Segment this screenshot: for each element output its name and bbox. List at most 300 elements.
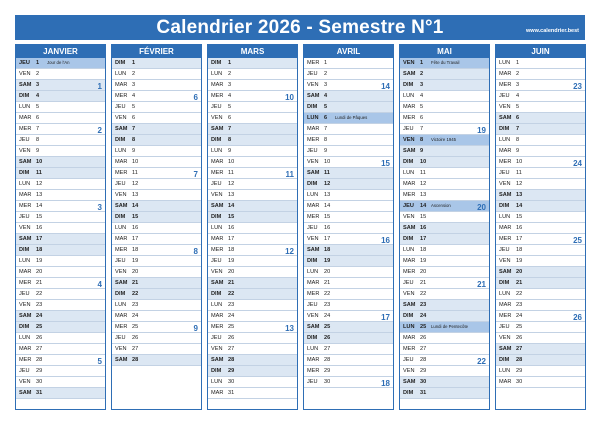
weekday-name: DIM (403, 82, 414, 88)
day-number: 4 (516, 93, 520, 99)
weekday-name: DIM (19, 324, 30, 330)
weekday-name: JEU (403, 126, 414, 132)
day-row (16, 91, 105, 102)
weekday-name: MAR (211, 236, 224, 242)
weekday-name: LUN (403, 93, 415, 99)
day-number: 9 (228, 148, 232, 154)
weekday-name: LUN (19, 335, 31, 341)
weekday-name: SAM (211, 357, 224, 363)
day-row (112, 256, 201, 267)
day-number: 6 (228, 115, 232, 121)
day-row (304, 377, 393, 388)
day-number: 4 (132, 93, 136, 99)
day-number: 28 (516, 357, 523, 363)
day-row (400, 179, 489, 190)
day-row (400, 322, 489, 333)
weekday-name: MAR (115, 82, 128, 88)
weekday-name: JEU (211, 258, 222, 264)
day-row (208, 234, 297, 245)
day-number: 18 (324, 247, 331, 253)
month-column (495, 44, 586, 410)
day-row (208, 256, 297, 267)
day-number: 11 (36, 170, 42, 176)
day-number: 16 (516, 225, 523, 231)
day-row (496, 58, 585, 69)
day-number: 28 (36, 357, 43, 363)
day-row (304, 190, 393, 201)
holiday-label: Victoire 1945 (431, 137, 457, 142)
weekday-name: JEU (403, 280, 414, 286)
day-number: 13 (36, 192, 43, 198)
day-number: 1 (420, 60, 424, 66)
day-number: 24 (420, 313, 427, 319)
day-number: 9 (36, 148, 40, 154)
day-number: 2 (228, 71, 232, 77)
weekday-name: DIM (499, 357, 510, 363)
weekday-name: LUN (115, 71, 127, 77)
day-number: 1 (324, 60, 328, 66)
weekday-name: SAM (211, 280, 224, 286)
day-number: 21 (132, 280, 139, 286)
week-number: 15 (381, 159, 390, 168)
day-number: 29 (516, 368, 523, 374)
weekday-name: MER (19, 357, 32, 363)
day-number: 29 (36, 368, 43, 374)
day-number: 22 (516, 291, 523, 297)
week-number: 23 (573, 82, 582, 91)
weekday-name: DIM (115, 214, 126, 220)
day-row (496, 135, 585, 146)
week-number: 12 (285, 247, 294, 256)
day-row (16, 256, 105, 267)
day-row (304, 366, 393, 377)
weekday-name: VEN (307, 313, 319, 319)
day-row (496, 333, 585, 344)
week-number: 3 (97, 203, 102, 212)
day-row (496, 212, 585, 223)
weekday-name: LUN (211, 302, 223, 308)
weekday-name: MER (403, 115, 416, 121)
day-number: 14 (516, 203, 523, 209)
day-number: 30 (228, 379, 235, 385)
day-number: 21 (516, 280, 523, 286)
day-row (112, 234, 201, 245)
day-row (16, 278, 105, 289)
day-row (496, 69, 585, 80)
day-row (208, 91, 297, 102)
weekday-name: VEN (403, 137, 415, 143)
day-number: 2 (516, 71, 520, 77)
weekday-name: MER (499, 313, 512, 319)
day-number: 8 (36, 137, 40, 143)
day-row (304, 289, 393, 300)
weekday-name: VEN (115, 269, 127, 275)
week-number: 21 (477, 280, 486, 289)
weekday-name: LUN (19, 258, 31, 264)
day-row (400, 168, 489, 179)
day-row (208, 377, 297, 388)
day-number: 1 (132, 60, 136, 66)
day-row (112, 168, 201, 179)
day-number: 15 (324, 214, 331, 220)
day-number: 6 (516, 115, 520, 121)
weekday-name: JEU (19, 60, 30, 66)
day-row (16, 58, 105, 69)
day-number: 16 (132, 225, 139, 231)
weekday-name: MAR (499, 302, 512, 308)
day-row (400, 234, 489, 245)
weekday-name: LUN (115, 225, 127, 231)
day-number: 18 (228, 247, 235, 253)
week-number: 10 (285, 93, 294, 102)
day-row (400, 333, 489, 344)
weekday-name: SAM (19, 390, 32, 396)
holiday-label: Lundi de Pâques (335, 115, 368, 120)
week-number: 13 (285, 324, 294, 333)
month-header: JUIN (496, 45, 585, 58)
day-row (496, 300, 585, 311)
day-number: 19 (132, 258, 139, 264)
day-number: 10 (228, 159, 235, 165)
day-number: 13 (132, 192, 139, 198)
day-number: 28 (324, 357, 331, 363)
day-number: 16 (420, 225, 427, 231)
day-row (496, 190, 585, 201)
day-row (496, 113, 585, 124)
day-row (496, 377, 585, 388)
weekday-name: VEN (19, 225, 31, 231)
day-number: 10 (420, 159, 427, 165)
week-number: 6 (193, 93, 198, 102)
day-number: 19 (228, 258, 235, 264)
day-number: 12 (516, 181, 523, 187)
month-header: JANVIER (16, 45, 105, 58)
day-row (400, 311, 489, 322)
day-number: 2 (324, 71, 328, 77)
website-label: www.calendrier.best (526, 28, 579, 34)
day-number: 5 (132, 104, 136, 110)
day-number: 31 (228, 390, 235, 396)
day-number: 30 (516, 379, 523, 385)
day-number: 9 (324, 148, 328, 154)
weekday-name: DIM (19, 93, 30, 99)
day-row (16, 190, 105, 201)
day-row (208, 267, 297, 278)
month-column (111, 44, 202, 410)
day-number: 19 (516, 258, 523, 264)
day-row (16, 300, 105, 311)
weekday-name: MER (115, 170, 128, 176)
weekday-name: VEN (307, 236, 319, 242)
day-row (496, 278, 585, 289)
weekday-name: LUN (211, 71, 223, 77)
day-number: 10 (516, 159, 523, 165)
day-row (496, 201, 585, 212)
day-row (208, 58, 297, 69)
day-row (304, 124, 393, 135)
day-row (112, 245, 201, 256)
weekday-name: MER (499, 236, 512, 242)
day-row (208, 69, 297, 80)
day-number: 17 (228, 236, 235, 242)
week-number: 14 (381, 82, 390, 91)
weekday-name: SAM (403, 225, 416, 231)
weekday-name: MER (499, 159, 512, 165)
day-number: 13 (324, 192, 331, 198)
day-number: 23 (516, 302, 523, 308)
weekday-name: DIM (307, 181, 318, 187)
weekday-name: DIM (211, 214, 222, 220)
day-number: 3 (132, 82, 136, 88)
day-number: 8 (420, 137, 424, 143)
day-row (496, 355, 585, 366)
weekday-name: SAM (211, 126, 224, 132)
day-row (496, 157, 585, 168)
day-row (496, 311, 585, 322)
day-number: 22 (420, 291, 427, 297)
day-row (16, 366, 105, 377)
day-number: 5 (324, 104, 328, 110)
day-row (112, 146, 201, 157)
day-number: 17 (132, 236, 139, 242)
day-row (208, 289, 297, 300)
day-row (112, 322, 201, 333)
day-number: 26 (420, 335, 427, 341)
day-number: 30 (324, 379, 331, 385)
weekday-name: JEU (19, 137, 30, 143)
day-row (496, 223, 585, 234)
day-row (496, 267, 585, 278)
week-number: 20 (477, 203, 486, 212)
weekday-name: MER (211, 170, 224, 176)
weekday-name: MAR (19, 346, 32, 352)
weekday-name: MAR (19, 115, 32, 121)
week-number: 24 (573, 159, 582, 168)
day-row (16, 179, 105, 190)
weekday-name: MAR (403, 335, 416, 341)
weekday-name: MER (307, 368, 320, 374)
weekday-name: MAR (499, 225, 512, 231)
day-row (400, 58, 489, 69)
weekday-name: SAM (115, 203, 128, 209)
day-row (208, 80, 297, 91)
week-number: 1 (97, 82, 102, 91)
weekday-name: MAR (307, 203, 320, 209)
weekday-name: MAR (307, 126, 320, 132)
weekday-name: DIM (307, 104, 318, 110)
day-row (400, 278, 489, 289)
day-row (304, 256, 393, 267)
day-number: 17 (36, 236, 43, 242)
weekday-name: MER (19, 126, 32, 132)
weekday-name: JEU (403, 203, 414, 209)
day-row (304, 355, 393, 366)
week-number: 19 (477, 126, 486, 135)
weekday-name: MAR (19, 192, 32, 198)
day-row (208, 311, 297, 322)
week-number: 8 (193, 247, 198, 256)
day-row (304, 179, 393, 190)
day-row (304, 113, 393, 124)
day-row (112, 135, 201, 146)
day-number: 11 (228, 170, 234, 176)
day-row (16, 168, 105, 179)
week-number: 9 (193, 324, 198, 333)
day-row (16, 201, 105, 212)
weekday-name: MER (19, 280, 32, 286)
day-row (208, 245, 297, 256)
day-number: 27 (516, 346, 523, 352)
day-number: 5 (228, 104, 232, 110)
day-row (208, 102, 297, 113)
day-row (400, 69, 489, 80)
weekday-name: LUN (499, 368, 511, 374)
holiday-label: Lundi de Pentecôte (431, 324, 469, 329)
day-row (16, 212, 105, 223)
day-number: 31 (420, 390, 427, 396)
day-row (208, 124, 297, 135)
calendar-title: Calendrier 2026 - Semestre N°1 (156, 17, 444, 38)
day-row (16, 223, 105, 234)
day-row (112, 80, 201, 91)
weekday-name: MAR (211, 159, 224, 165)
weekday-name: MAR (307, 280, 320, 286)
weekday-name: JEU (115, 104, 126, 110)
weekday-name: MAR (211, 313, 224, 319)
weekday-name: VEN (403, 214, 415, 220)
day-row (304, 212, 393, 223)
weekday-name: MER (211, 247, 224, 253)
weekday-name: JEU (307, 148, 318, 154)
day-number: 22 (228, 291, 235, 297)
day-number: 20 (132, 269, 139, 275)
day-row (400, 102, 489, 113)
weekday-name: SAM (19, 236, 32, 242)
day-number: 13 (420, 192, 427, 198)
day-number: 17 (324, 236, 331, 242)
weekday-name: LUN (499, 291, 511, 297)
weekday-name: MER (307, 137, 320, 143)
weekday-name: VEN (115, 115, 127, 121)
weekday-name: MAR (115, 313, 128, 319)
week-number: 25 (573, 236, 582, 245)
day-row (304, 344, 393, 355)
month-column (303, 44, 394, 410)
day-row (304, 278, 393, 289)
weekday-name: MER (403, 192, 416, 198)
day-number: 16 (36, 225, 43, 231)
weekday-name: MAR (211, 390, 224, 396)
day-number: 12 (36, 181, 43, 187)
weekday-name: VEN (499, 335, 511, 341)
weekday-name: VEN (307, 82, 319, 88)
day-number: 28 (420, 357, 427, 363)
weekday-name: MER (19, 203, 32, 209)
day-number: 18 (516, 247, 523, 253)
weekday-name: MAR (403, 181, 416, 187)
day-number: 23 (132, 302, 139, 308)
day-number: 19 (36, 258, 43, 264)
weekday-name: JEU (211, 104, 222, 110)
day-number: 21 (420, 280, 427, 286)
day-number: 27 (36, 346, 43, 352)
day-row (16, 234, 105, 245)
weekday-name: MER (115, 93, 128, 99)
weekday-name: JEU (19, 291, 30, 297)
day-row (496, 256, 585, 267)
day-number: 16 (324, 225, 331, 231)
day-row (400, 388, 489, 399)
day-number: 25 (420, 324, 427, 330)
day-number: 14 (324, 203, 331, 209)
day-row (16, 157, 105, 168)
day-row (112, 124, 201, 135)
day-row (496, 91, 585, 102)
weekday-name: LUN (403, 247, 415, 253)
weekday-name: LUN (307, 115, 319, 121)
weekday-name: LUN (403, 324, 415, 330)
day-number: 23 (36, 302, 43, 308)
day-row (304, 102, 393, 113)
day-row (16, 113, 105, 124)
weekday-name: DIM (115, 291, 126, 297)
day-number: 23 (420, 302, 427, 308)
day-number: 3 (36, 82, 40, 88)
day-number: 2 (132, 71, 136, 77)
weekday-name: SAM (19, 159, 32, 165)
weekday-name: SAM (403, 148, 416, 154)
day-number: 3 (420, 82, 424, 88)
day-number: 27 (420, 346, 427, 352)
day-row (16, 333, 105, 344)
day-number: 24 (228, 313, 235, 319)
weekday-name: VEN (115, 346, 127, 352)
weekday-name: SAM (403, 302, 416, 308)
weekday-name: SAM (499, 346, 512, 352)
day-number: 26 (132, 335, 139, 341)
weekday-name: DIM (115, 137, 126, 143)
day-number: 26 (324, 335, 331, 341)
day-row (208, 388, 297, 399)
day-row (16, 322, 105, 333)
weekday-name: MAR (499, 148, 512, 154)
day-number: 6 (36, 115, 40, 121)
day-number: 21 (228, 280, 235, 286)
day-number: 23 (228, 302, 235, 308)
day-number: 24 (516, 313, 523, 319)
day-number: 6 (420, 115, 424, 121)
day-number: 20 (36, 269, 43, 275)
day-row (304, 58, 393, 69)
weekday-name: LUN (115, 148, 127, 154)
day-number: 1 (36, 60, 40, 66)
day-number: 6 (324, 115, 328, 121)
day-number: 17 (516, 236, 523, 242)
weekday-name: SAM (19, 82, 32, 88)
weekday-name: VEN (499, 181, 511, 187)
day-row (304, 267, 393, 278)
weekday-name: MAR (19, 269, 32, 275)
day-row (400, 80, 489, 91)
weekday-name: JEU (403, 357, 414, 363)
day-number: 15 (516, 214, 523, 220)
day-row (304, 234, 393, 245)
weekday-name: LUN (499, 60, 511, 66)
weekday-name: MER (307, 214, 320, 220)
day-row (496, 179, 585, 190)
weekday-name: MER (211, 93, 224, 99)
day-number: 25 (36, 324, 43, 330)
